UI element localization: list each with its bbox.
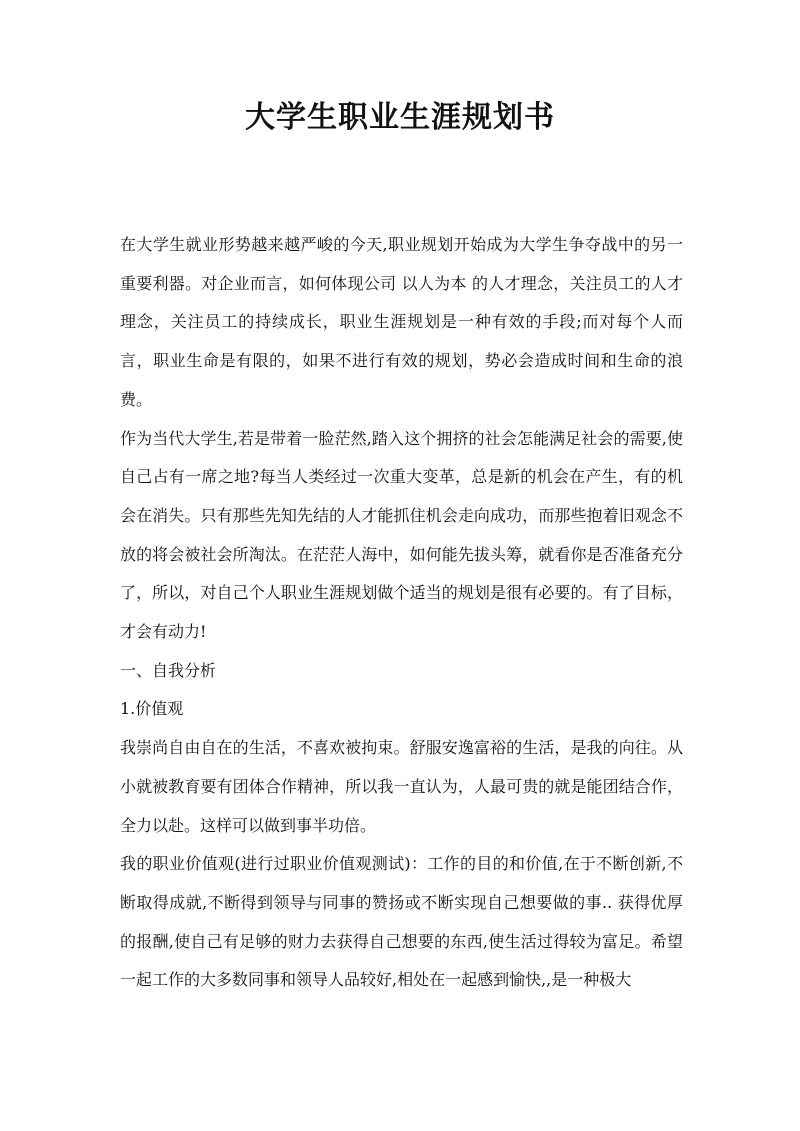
document-title: 大学生职业生涯规划书 — [245, 100, 555, 135]
document-body — [120, 226, 683, 1000]
subsection-heading-values: 1.价值观 — [120, 699, 184, 719]
paragraph-values: 我崇尚自由自在的生活，不喜欢被拘束。舒服安逸富裕的生活，是我的向往。从小就被教育要有团体合作精神，所以我一直认为，人最可贵的就是能团结合作，全力以赴。这样可以做到事半功倍。 — [120, 738, 683, 835]
paragraph-contemporary-students: 作为当代大学生,若是带着一脸茫然,踏入这个拥挤的社会怎能满足社会的需要,使自己占有一席之地?每当人类经过一次重大变革，总是新的机会在产生，有的机会在消失。只有那些先知先结的人才能抓住机会走向成功，而那些抱着旧观念不放的将会被社会所淘汰。在茫茫人海中，如何能先拔头筹，就看你是否准备充分了，所以，对自己个人职业生涯规划做个适当的规划是很有必要的。有了目标，才会有动力! — [120, 428, 683, 642]
paragraph-intro: 在大学生就业形势越来越严峻的今天,职业规划开始成为大学生争夺战中的另一重要利器。对企业而言，如何体现公司 以人为本 的人才理念，关注员工的人才理念，关注员工的持续成长，职业生涯规划是一种有效的手段;而对每个人而言，职业生命是有限的，如果不进行有效的规划，势必会造成时间和生命的浪费。 — [120, 235, 683, 409]
section-heading-self-analysis: 一、自我分析 — [120, 660, 217, 680]
paragraph-career-values: 我的职业价值观(进行过职业价值观测试)：工作的目的和价值,在于不断创新,不断取得成就,不断得到领导与同事的赞扬或不断实现自己想要做的事.. 获得优厚的报酬,使自己有足够的财力去获得自己想要的东西,使生活过得较为富足。希望一起工作的大多数同事和领导人品较好,相处在一起感到愉快,,是一种极大 — [120, 854, 683, 990]
